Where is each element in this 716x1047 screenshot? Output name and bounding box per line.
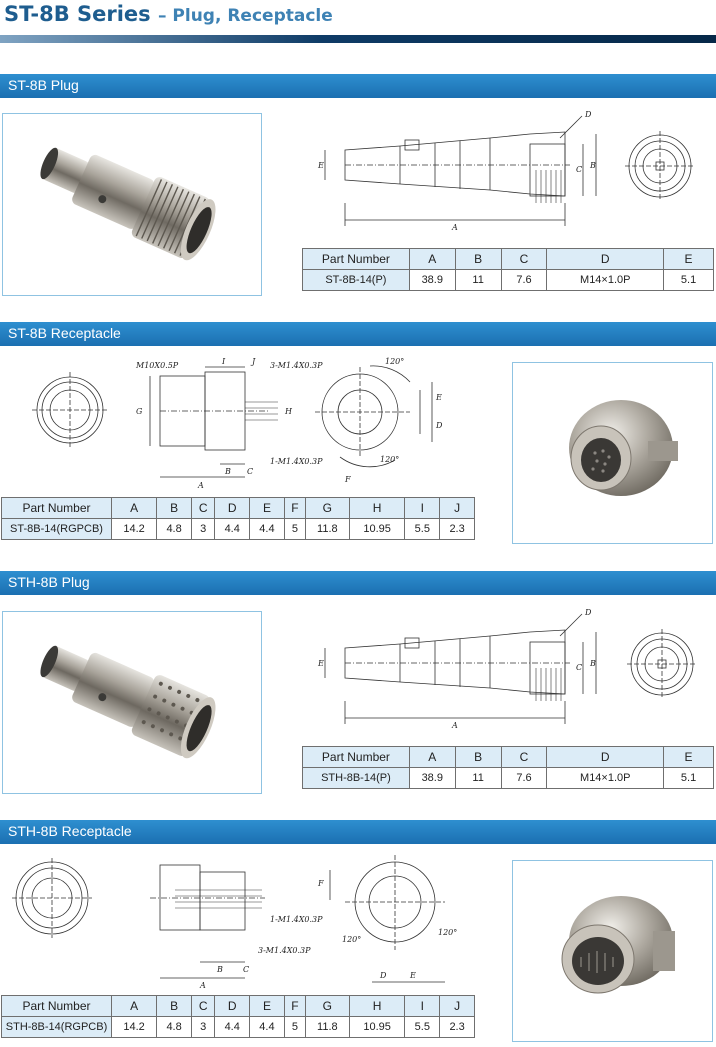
section-title: ST-8B Receptacle bbox=[8, 325, 121, 341]
section-title: ST-8B Plug bbox=[8, 77, 79, 93]
table-header-row bbox=[303, 747, 714, 768]
value-cell: 11.8 bbox=[305, 519, 349, 540]
label-screw-1: 1-M1.4X0.3P bbox=[270, 457, 323, 466]
header-cell: Part Number bbox=[2, 498, 112, 519]
label-angle-bottom: 120° bbox=[380, 455, 400, 464]
value-cell: 4.4 bbox=[250, 1017, 285, 1038]
value-cell: 4.8 bbox=[157, 519, 192, 540]
table-row bbox=[2, 1017, 475, 1038]
value-cell: 14.2 bbox=[112, 519, 157, 540]
header-cell: E bbox=[664, 747, 714, 768]
section-bar-st8b-plug bbox=[0, 74, 716, 98]
series-title: ST-8B Series bbox=[4, 2, 151, 26]
header-cell: C bbox=[191, 498, 214, 519]
value-cell: 38.9 bbox=[409, 270, 455, 291]
header-cell: J bbox=[440, 498, 475, 519]
header-cell: A bbox=[409, 747, 455, 768]
header-cell: Part Number bbox=[2, 996, 112, 1017]
value-cell: M14×1.0P bbox=[547, 270, 664, 291]
header-cell: D bbox=[215, 498, 250, 519]
header-cell: I bbox=[405, 996, 440, 1017]
header-cell: E bbox=[664, 249, 714, 270]
label-g: G bbox=[136, 407, 143, 416]
value-cell: 5.1 bbox=[664, 768, 714, 789]
label-screw-3: 3-M1.4X0.3P bbox=[270, 361, 323, 370]
drawing-st8b-receptacle bbox=[0, 352, 500, 496]
table-row bbox=[303, 768, 714, 789]
photo-st8b-receptacle bbox=[512, 362, 713, 544]
drawing-sth8b-receptacle bbox=[0, 850, 500, 994]
plug-technical-drawing-icon bbox=[300, 108, 710, 248]
table-header-row bbox=[303, 249, 714, 270]
header-cell: A bbox=[409, 249, 455, 270]
value-cell: 7.6 bbox=[501, 270, 547, 291]
label-screw-3: 3-M1.4X0.3P bbox=[258, 946, 311, 955]
value-cell: 38.9 bbox=[409, 768, 455, 789]
value-cell: 2.3 bbox=[440, 519, 475, 540]
drawing-st8b-plug bbox=[300, 108, 710, 252]
table-row bbox=[303, 270, 714, 291]
page-header bbox=[0, 0, 716, 44]
receptacle-photo-icon bbox=[513, 363, 714, 545]
header-cell: H bbox=[349, 498, 405, 519]
section-bar-sth8b-receptacle bbox=[0, 820, 716, 844]
value-cell: 4.4 bbox=[215, 1017, 250, 1038]
label-e: E bbox=[318, 659, 324, 668]
header-cell: F bbox=[284, 498, 305, 519]
receptacle-technical-drawing-icon bbox=[0, 352, 500, 492]
header-cell: C bbox=[501, 249, 547, 270]
header-cell: D bbox=[547, 747, 664, 768]
photo-sth8b-receptacle bbox=[512, 860, 713, 1042]
value-cell: 5 bbox=[284, 519, 305, 540]
value-cell: 7.6 bbox=[501, 768, 547, 789]
section-bar-sth8b-plug bbox=[0, 571, 716, 595]
label-c: C bbox=[576, 663, 583, 672]
table-row bbox=[2, 519, 475, 540]
label-b: B bbox=[590, 659, 596, 668]
table-header-row bbox=[2, 996, 475, 1017]
label-screw-1: 1-M1.4X0.3P bbox=[270, 915, 323, 924]
label-b: B bbox=[225, 467, 231, 476]
value-cell: 11 bbox=[455, 768, 501, 789]
section-title: STH-8B Receptacle bbox=[8, 823, 132, 839]
header-cell: A bbox=[112, 498, 157, 519]
header-bar bbox=[0, 35, 716, 43]
plug-photo-icon bbox=[3, 114, 263, 297]
section-bar-st8b-receptacle bbox=[0, 322, 716, 346]
label-a: A bbox=[452, 721, 458, 730]
value-cell: 5.5 bbox=[405, 1017, 440, 1038]
label-angle-top: 120° bbox=[385, 357, 405, 366]
header-cell: Part Number bbox=[303, 249, 410, 270]
header-cell: C bbox=[191, 996, 214, 1017]
value-cell: 10.95 bbox=[349, 1017, 405, 1038]
header-cell: E bbox=[250, 996, 285, 1017]
section-title: STH-8B Plug bbox=[8, 574, 90, 590]
value-cell: 5.5 bbox=[405, 519, 440, 540]
label-thread: M10X0.5P bbox=[136, 361, 179, 370]
photo-st8b-plug bbox=[2, 113, 262, 296]
header-cell: G bbox=[305, 996, 349, 1017]
header-cell: B bbox=[455, 249, 501, 270]
header-cell: D bbox=[215, 996, 250, 1017]
value-cell: 2.3 bbox=[440, 1017, 475, 1038]
label-a: A bbox=[452, 223, 458, 232]
label-j: J bbox=[252, 357, 256, 366]
header-cell: B bbox=[455, 747, 501, 768]
label-angle-right: 120° bbox=[438, 928, 458, 937]
label-f: F bbox=[345, 475, 351, 484]
part-number-cell: ST-8B-14(RGPCB) bbox=[2, 519, 112, 540]
receptacle-technical-drawing-icon bbox=[0, 850, 500, 990]
label-e: E bbox=[410, 971, 416, 980]
header-cell: B bbox=[157, 498, 192, 519]
header-cell: Part Number bbox=[303, 747, 410, 768]
table-header-row bbox=[2, 498, 475, 519]
label-b: B bbox=[590, 161, 596, 170]
value-cell: 11.8 bbox=[305, 1017, 349, 1038]
page-title bbox=[4, 2, 333, 26]
label-d: D bbox=[436, 421, 443, 430]
header-cell: B bbox=[157, 996, 192, 1017]
label-e: E bbox=[318, 161, 324, 170]
value-cell: 14.2 bbox=[112, 1017, 157, 1038]
label-i: I bbox=[222, 357, 226, 366]
part-number-cell: STH-8B-14(RGPCB) bbox=[2, 1017, 112, 1038]
value-cell: 10.95 bbox=[349, 519, 405, 540]
photo-sth8b-plug bbox=[2, 611, 262, 794]
label-a: A bbox=[198, 481, 204, 490]
label-angle-left: 120° bbox=[342, 935, 362, 944]
value-cell: 3 bbox=[191, 519, 214, 540]
header-cell: H bbox=[349, 996, 405, 1017]
receptacle-photo-icon bbox=[513, 861, 714, 1043]
spec-table-sth8b-receptacle bbox=[1, 995, 475, 1038]
label-c: C bbox=[247, 467, 254, 476]
label-c: C bbox=[243, 965, 250, 974]
header-cell: C bbox=[501, 747, 547, 768]
value-cell: 5.1 bbox=[664, 270, 714, 291]
value-cell: 4.8 bbox=[157, 1017, 192, 1038]
header-cell: G bbox=[305, 498, 349, 519]
value-cell: 11 bbox=[455, 270, 501, 291]
part-number-cell: STH-8B-14(P) bbox=[303, 768, 410, 789]
part-number-cell: ST-8B-14(P) bbox=[303, 270, 410, 291]
series-subtitle: – Plug, Receptacle bbox=[157, 6, 333, 26]
header-cell: F bbox=[284, 996, 305, 1017]
header-cell: D bbox=[547, 249, 664, 270]
label-d: D bbox=[585, 608, 592, 617]
value-cell: 4.4 bbox=[250, 519, 285, 540]
value-cell: 3 bbox=[191, 1017, 214, 1038]
label-c: C bbox=[576, 165, 583, 174]
header-cell: A bbox=[112, 996, 157, 1017]
spec-table-st8b-receptacle bbox=[1, 497, 475, 540]
plug-photo-icon bbox=[3, 612, 263, 795]
value-cell: 5 bbox=[284, 1017, 305, 1038]
plug-technical-drawing-icon bbox=[300, 606, 710, 746]
drawing-sth8b-plug bbox=[300, 606, 710, 750]
label-e: E bbox=[436, 393, 442, 402]
label-d: D bbox=[585, 110, 592, 119]
value-cell: 4.4 bbox=[215, 519, 250, 540]
header-cell: J bbox=[440, 996, 475, 1017]
label-d: D bbox=[380, 971, 387, 980]
header-cell: E bbox=[250, 498, 285, 519]
header-cell: I bbox=[405, 498, 440, 519]
spec-table-st8b-plug bbox=[302, 248, 714, 291]
label-f: F bbox=[318, 879, 324, 888]
spec-table-sth8b-plug bbox=[302, 746, 714, 789]
label-b: B bbox=[217, 965, 223, 974]
label-h: H bbox=[285, 407, 292, 416]
label-a: A bbox=[200, 981, 206, 990]
value-cell: M14×1.0P bbox=[547, 768, 664, 789]
